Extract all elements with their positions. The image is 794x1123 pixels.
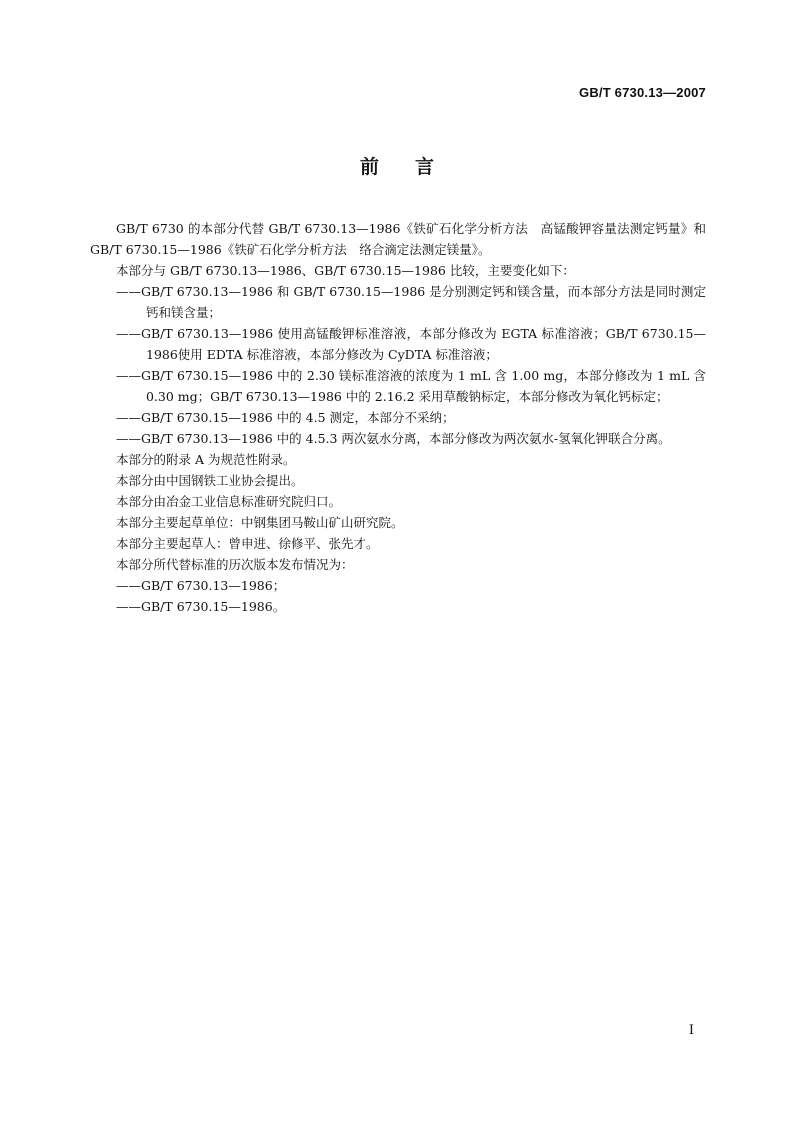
page-number: I	[688, 1023, 694, 1038]
list-item-change-2	[90, 323, 706, 365]
paragraph-drafting-unit: 本部分主要起草单位：中钢集团马鞍山矿山研究院。	[116, 515, 404, 530]
list-item-text: ——GB/T 6730.13—1986 使用高锰酸钾标准溶液，本部分修改为 EGTA 标准溶液；GB/T 6730.15—1986使用 EDTA 标准溶液，本部分修改为 CyDTA 标准溶液；	[116, 326, 706, 362]
list-item-text: ——GB/T 6730.15—1986 中的 4.5 测定，本部分不采纳；	[116, 410, 455, 425]
paragraph-replacement-statement: GB/T 6730 的本部分代替 GB/T 6730.13—1986《铁矿石化学分析方法 高锰酸钾容量法测定钙量》和 GB/T 6730.15—1986《铁矿石化学分析方法 络合滴定法测定镁量》。	[90, 221, 706, 257]
list-item-edition-1	[90, 575, 706, 596]
page-title: 前言	[359, 156, 470, 178]
list-item-change-1	[90, 281, 706, 323]
list-item-text: ——GB/T 6730.15—1986。	[116, 599, 286, 614]
list-item-text: ——GB/T 6730.15—1986 中的 2.30 镁标准溶液的浓度为 1 mL 含 1.00 mg，本部分修改为 1 mL 含 0.30 mg；GB/T 6730.13—1986 中的 2.16.2 采用草酸钠标定，本部分修改为氧化钙标定；	[116, 368, 706, 404]
list-item-change-4	[90, 407, 706, 428]
paragraph-proposer: 本部分由中国钢铁工业协会提出。	[116, 473, 304, 488]
standard-code: GB/T 6730.13—2007	[579, 85, 706, 100]
paragraph-centralized-by: 本部分由冶金工业信息标准研究院归口。	[116, 494, 342, 509]
list-item-change-5	[90, 428, 706, 449]
list-item-edition-2	[90, 596, 706, 617]
document-body	[90, 218, 706, 617]
paragraph-drafters: 本部分主要起草人：曾申进、徐修平、张先才。	[116, 536, 379, 551]
list-item-text: ——GB/T 6730.13—1986 中的 4.5.3 两次氨水分离，本部分修改为两次氨水-氢氧化钾联合分离。	[116, 431, 671, 446]
list-item-change-3	[90, 365, 706, 407]
paragraph-changes-intro: 本部分与 GB/T 6730.13—1986、GB/T 6730.15—1986 比较，主要变化如下：	[116, 263, 575, 278]
list-item-text: ——GB/T 6730.13—1986；	[116, 578, 286, 593]
paragraph-annex: 本部分的附录 A 为规范性附录。	[116, 452, 296, 467]
list-item-text: ——GB/T 6730.13—1986 和 GB/T 6730.15—1986 是分别测定钙和镁含量，而本部分方法是同时测定钙和镁含量；	[116, 284, 706, 320]
paragraph-previous-editions: 本部分所代替标准的历次版本发布情况为：	[116, 557, 354, 572]
